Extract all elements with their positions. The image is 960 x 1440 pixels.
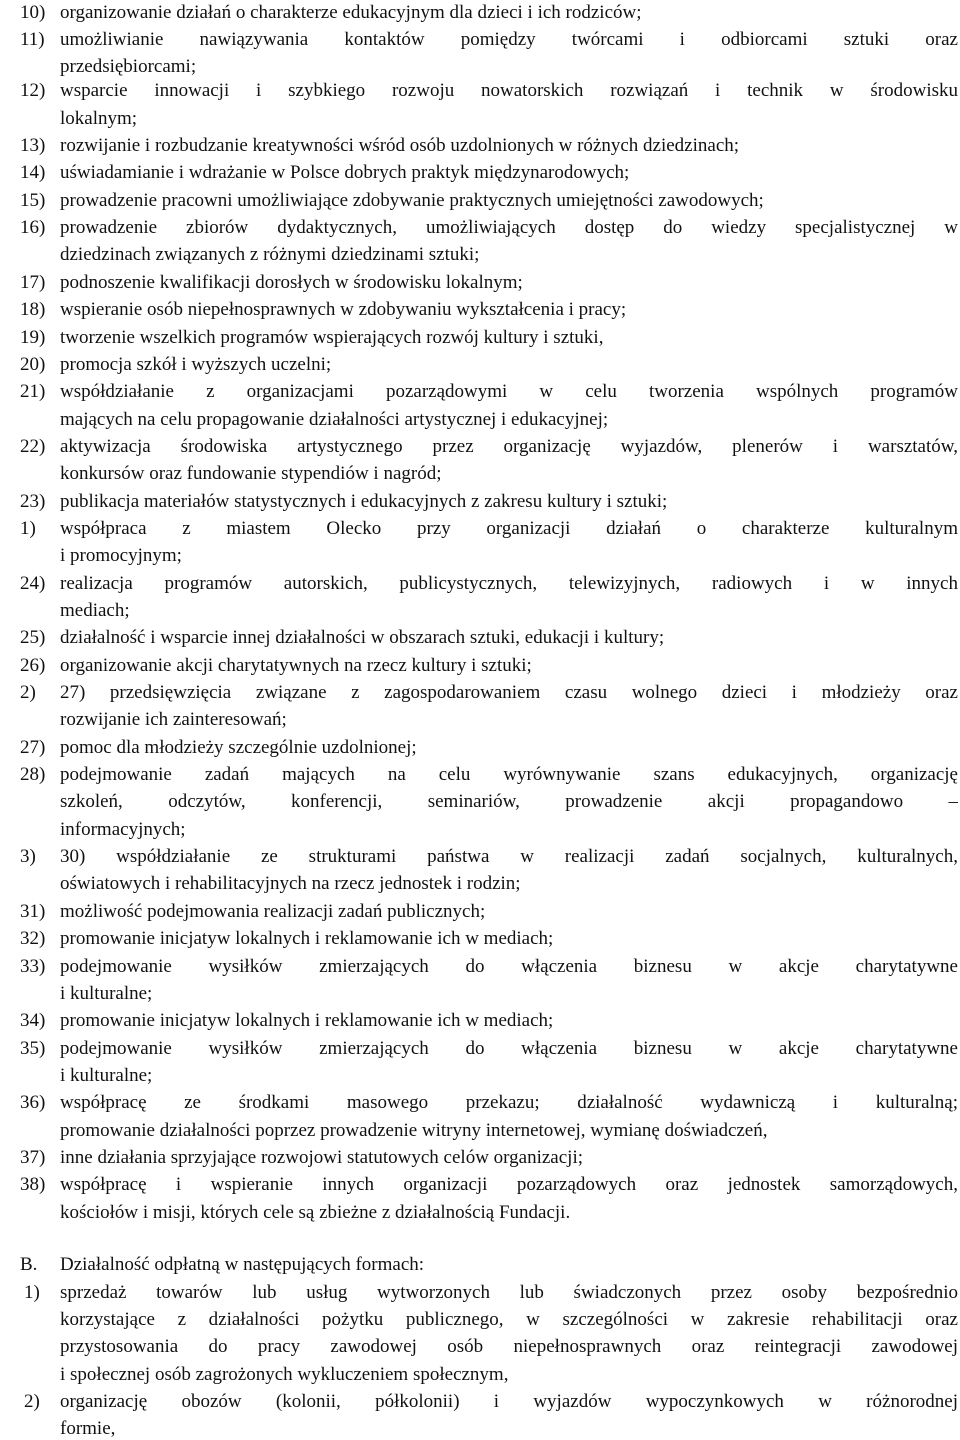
- list-item-text: organizację obozów (kolonii, półkolonii) i wyjazdów wypoczynkowych w różnorodnej: [60, 1391, 958, 1412]
- list-item-text: wsparcie innowacji i szybkiego rozwoju nowatorskich rozwiązań i technik w środowisku: [60, 80, 958, 101]
- list-item-text: lokalnym;: [60, 108, 138, 129]
- list-item-number: 10): [20, 2, 46, 23]
- list-item-text: informacyjnych;: [60, 819, 186, 840]
- list-item-text: promowanie inicjatyw lokalnych i reklamowanie ich w mediach;: [60, 928, 554, 949]
- list-item-text: działalność i wsparcie innej działalności w obszarach sztuki, edukacji i kultury;: [60, 627, 665, 648]
- list-item-text: współpracę i wspieranie innych organizacji pozarządowych oraz jednostek samorządowych,: [60, 1174, 958, 1195]
- list-item-number: 14): [20, 162, 46, 183]
- list-item-text: podnoszenie kwalifikacji dorosłych w środowisku lokalnym;: [60, 272, 523, 293]
- list-item-number: 11): [20, 29, 45, 50]
- list-item-text: publikacja materiałów statystycznych i edukacyjnych z zakresu kultury i sztuki;: [60, 491, 668, 512]
- list-item-number: 26): [20, 655, 46, 676]
- list-item-number: 36): [20, 1092, 46, 1113]
- list-item-number: 3): [20, 846, 36, 867]
- list-item-number: 34): [20, 1010, 46, 1031]
- list-item-text: możliwość podejmowania realizacji zadań publicznych;: [60, 901, 486, 922]
- list-item-text: promowanie inicjatyw lokalnych i reklamowanie ich w mediach;: [60, 1010, 554, 1031]
- list-item-text: prowadzenie pracowni umożliwiające zdobywanie praktycznych umiejętności zawodowych;: [60, 190, 764, 211]
- list-item-text: wspieranie osób niepełnosprawnych w zdobywaniu wykształcenia i pracy;: [60, 299, 627, 320]
- list-item-number: 16): [20, 217, 46, 238]
- list-item-number: 1): [20, 518, 36, 539]
- list-item-text: dziedzinach związanych z różnymi dziedzinami sztuki;: [60, 244, 480, 265]
- list-item-number: 37): [20, 1147, 46, 1168]
- list-item-number: 20): [20, 354, 46, 375]
- list-item-text: korzystające z działalności pożytku publicznego, w szczególności w zakresie rehabilitacji oraz: [60, 1309, 958, 1330]
- list-item-text: umożliwianie nawiązywania kontaktów pomiędzy twórcami i odbiorcami sztuki oraz: [60, 29, 958, 50]
- list-item-text: organizowanie działań o charakterze edukacyjnym dla dzieci i ich rodziców;: [60, 2, 642, 23]
- list-item-text: podejmowanie wysiłków zmierzających do włączenia biznesu w akcje charytatywne: [60, 956, 958, 977]
- list-item-number: 18): [20, 299, 46, 320]
- list-item-text: sprzedaż towarów lub usług wytworzonych lub świadczonych przez osoby bezpośrednio: [60, 1282, 958, 1303]
- list-item-number: 13): [20, 135, 46, 156]
- list-item-text: promowanie działalności poprzez prowadzenie witryny internetowej, wymianę doświadczeń,: [60, 1120, 768, 1141]
- list-item-number: 12): [20, 80, 46, 101]
- list-item-number: 2): [24, 1391, 40, 1412]
- list-item-text: kościołów i misji, których cele są zbieżne z działalnością Fundacji.: [60, 1202, 571, 1223]
- list-item-number: 25): [20, 627, 46, 648]
- list-item-text: przystosowania do pracy zawodowej osób niepełnosprawnych oraz reintegracji zawodowej: [60, 1336, 958, 1357]
- list-item-text: szkoleń, odczytów, konferencji, seminariów, prowadzenie akcji propagandowo –: [60, 791, 958, 812]
- list-item-text: pomoc dla młodzieży szczególnie uzdolnionej;: [60, 737, 417, 758]
- list-item-number: 1): [24, 1282, 40, 1303]
- list-item-text: i kulturalne;: [60, 983, 153, 1004]
- list-item-number: 27): [20, 737, 46, 758]
- list-item-number: 38): [20, 1174, 46, 1195]
- list-item-number: 19): [20, 327, 46, 348]
- list-item-number: 32): [20, 928, 46, 949]
- list-item-text: promocja szkół i wyższych uczelni;: [60, 354, 332, 375]
- list-item-number: 35): [20, 1038, 46, 1059]
- list-item-text: rozwijanie i rozbudzanie kreatywności wśród osób uzdolnionych w różnych dziedzinach;: [60, 135, 740, 156]
- list-item-number: 2): [20, 682, 36, 703]
- list-item-text: i społecznej osób zagrożonych wykluczeniem społecznym,: [60, 1364, 509, 1385]
- list-item-text: organizowanie akcji charytatywnych na rzecz kultury i sztuki;: [60, 655, 532, 676]
- list-item-text: realizacja programów autorskich, publicystycznych, telewizyjnych, radiowych i w innych: [60, 573, 958, 594]
- list-item-text: współdziałanie z organizacjami pozarządowymi w celu tworzenia wspólnych programów: [60, 381, 958, 402]
- list-item-number: 15): [20, 190, 46, 211]
- list-item-number: 21): [20, 381, 46, 402]
- list-item-number: 28): [20, 764, 46, 785]
- list-item-text: prowadzenie zbiorów dydaktycznych, umożliwiających dostęp do wiedzy specjalistycznej w: [60, 217, 958, 238]
- list-item-text: 27) przedsięwzięcia związane z zagospodarowaniem czasu wolnego dzieci i młodzieży oraz: [60, 682, 958, 703]
- list-item-text: mających na celu propagowanie działalności artystycznej i edukacyjnej;: [60, 409, 609, 430]
- list-item-text: i kulturalne;: [60, 1065, 153, 1086]
- list-item-text: podejmowanie wysiłków zmierzających do włączenia biznesu w akcje charytatywne: [60, 1038, 958, 1059]
- list-item-text: aktywizacja środowiska artystycznego przez organizację wyjazdów, plenerów i warsztatów,: [60, 436, 958, 457]
- list-item-number: 22): [20, 436, 46, 457]
- list-item-text: konkursów oraz fundowanie stypendiów i nagród;: [60, 463, 442, 484]
- list-item-text: uświadamianie i wdrażanie w Polsce dobrych praktyk międzynarodowych;: [60, 162, 630, 183]
- section-label: B.: [20, 1254, 38, 1275]
- list-item-text: przedsiębiorcami;: [60, 56, 197, 77]
- list-item-text: mediach;: [60, 600, 130, 621]
- list-item-text: i promocyjnym;: [60, 545, 182, 566]
- list-item-text: rozwijanie ich zainteresowań;: [60, 709, 287, 730]
- list-item-text: tworzenie wszelkich programów wspierających rozwój kultury i sztuki,: [60, 327, 604, 348]
- list-item-text: współpracę ze środkami masowego przekazu; działalność wydawniczą i kulturalną;: [60, 1092, 958, 1113]
- list-item-number: 31): [20, 901, 46, 922]
- list-item-number: 24): [20, 573, 46, 594]
- list-item-text: formie,: [60, 1418, 116, 1439]
- list-item-text: inne działania sprzyjające rozwojowi statutowych celów organizacji;: [60, 1147, 584, 1168]
- list-item-text: oświatowych i rehabilitacyjnych na rzecz jednostek i rodzin;: [60, 873, 521, 894]
- list-item-number: 33): [20, 956, 46, 977]
- list-item-text: współpraca z miastem Olecko przy organizacji działań o charakterze kulturalnym: [60, 518, 958, 539]
- section-title: Działalność odpłatną w następujących formach:: [60, 1254, 425, 1275]
- list-item-number: 23): [20, 491, 46, 512]
- list-item-text: podejmowanie zadań mających na celu wyrównywanie szans edukacyjnych, organizację: [60, 764, 958, 785]
- list-item-number: 17): [20, 272, 46, 293]
- list-item-text: 30) współdziałanie ze strukturami państwa w realizacji zadań socjalnych, kulturalnych,: [60, 846, 958, 867]
